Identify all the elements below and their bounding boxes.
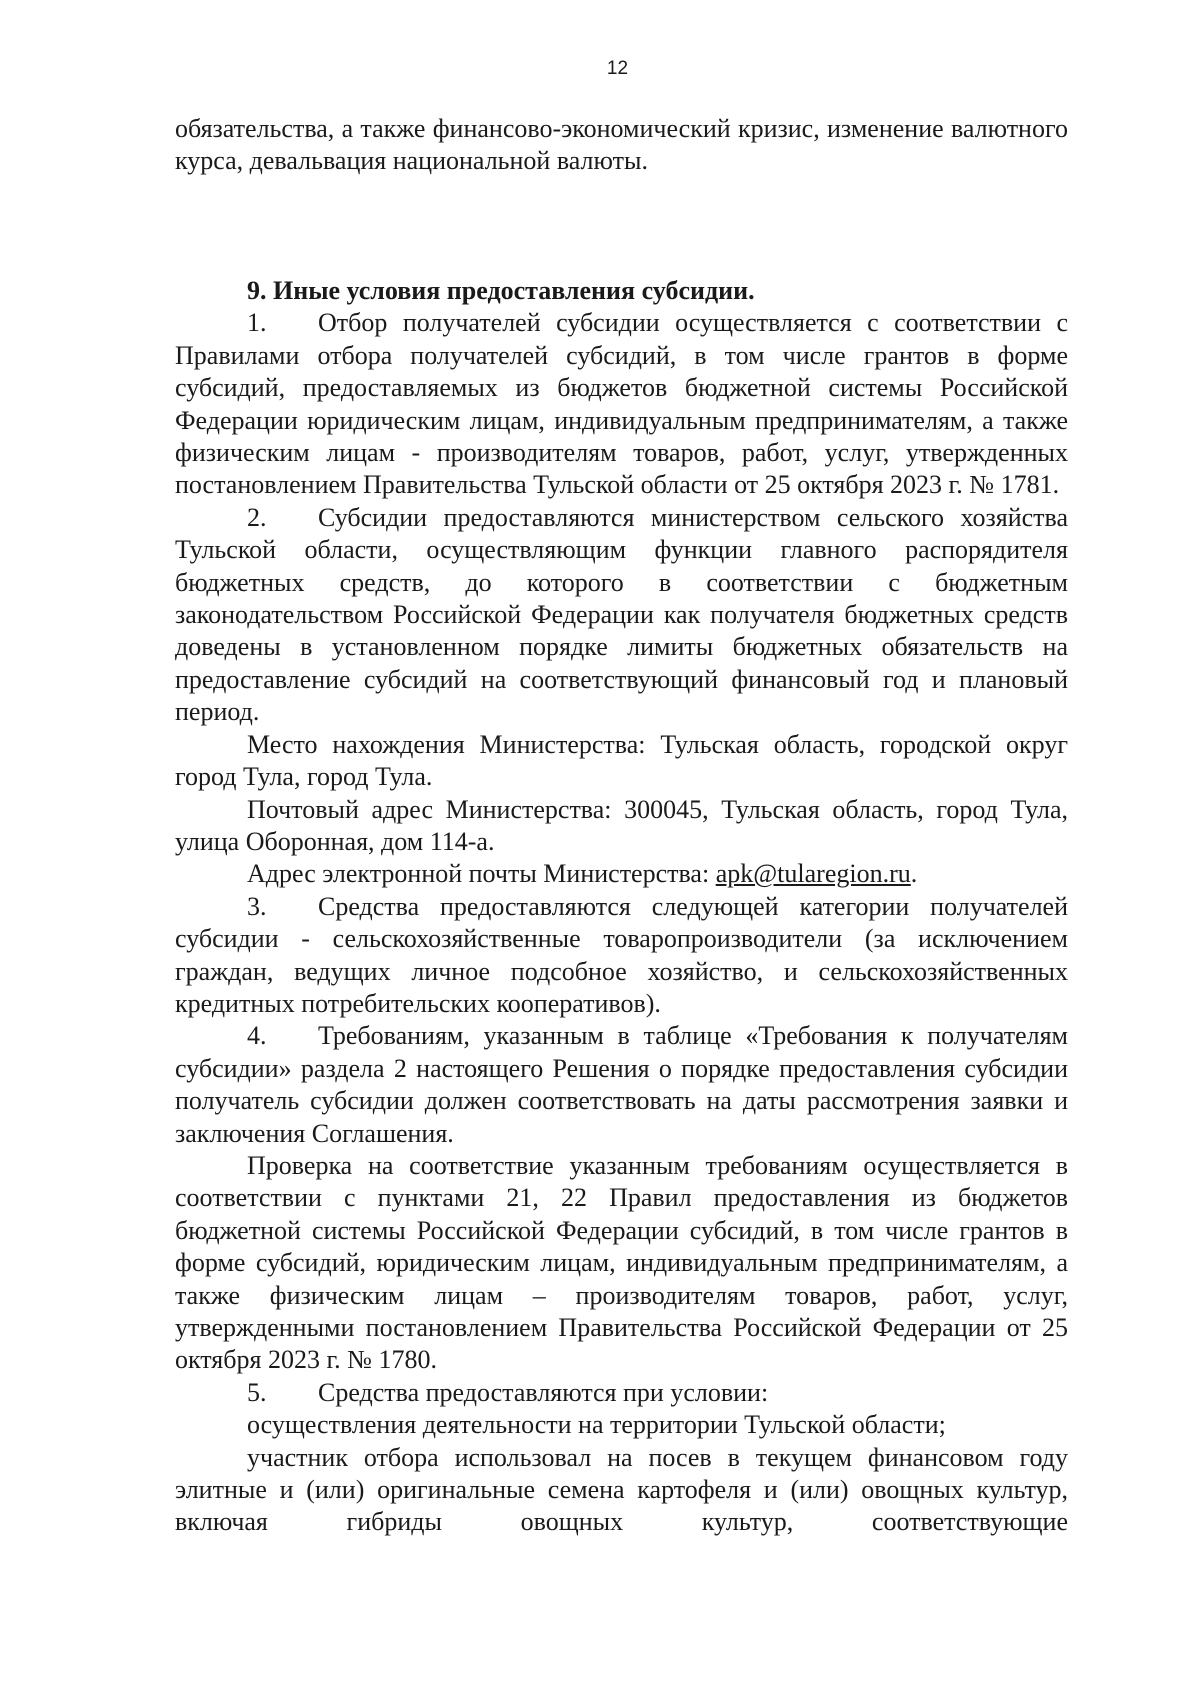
page-number: 12 [606,58,629,79]
condition-1: осуществления деятельности на территории Тульской области; [247,1410,946,1440]
list-item-2 [175,502,1068,729]
verification-paragraph: Проверка на соответствие указанным требованиям осуществляется в соответствии с пунктами 21, 22 Правил предоставления из бюджетов бюджетной системы Российской Федерации субсидий, в том числе грантов в форме субсидий, юридическим лицам, индивидуальным предпринимателям, а также физическим лицам – производителям товаров, работ, услуг, утвержденными постановлением Правительства Российской Федерации от 25 октября 2023 г. № 1780. [175,1150,1068,1375]
item-number: 4. [247,1021,267,1051]
list-item-3 [175,891,1068,1021]
item-text: Отбор получателей субсидии осуществляется с соответствии с Правилами отбора получателей субсидий, в том числе грантов в форме субсидий, предоставляемых из бюджетов бюджетной системы Российской Федерации юридическим лицам, индивидуальным предпринимателям, а также физическим лицам - производителям товаров, работ, услуг, утвержденных постановлением Правительства Тульской области от 25 октября 2023 г. № 1781. [175,308,1068,500]
ministry-email-line [175,858,1068,890]
item-number: 5. [247,1377,267,1407]
email-label: Адрес электронной почты Министерства: [247,859,716,889]
item-number: 3. [247,891,267,921]
item-text: Требованиям, указанным в таблице «Требования к получателям субсидии» раздела 2 настоящего Решения о порядке предоставления субсидии получатель субсидии должен соответствовать на даты рассмотрения заявки и заключения Соглашения. [175,1021,1068,1148]
item-text: Средства предоставляются следующей категории получателей субсидии - сельскохозяйственные товаропроизводители (за исключением граждан, ведущих личное подсобное хозяйство, и сельскохозяйственных кредитных потребительских кооперативов). [175,891,1068,1018]
section-heading: 9. Иные условия предоставления субсидии. [247,276,755,305]
ministry-postal-address: Почтовый адрес Министерства: 300045, Тульская область, город Тула, улица Оборонная, дом 114-а. [175,794,1068,856]
email-link[interactable]: apk@tularegion.ru [715,859,911,889]
section-9 [175,275,1068,1539]
list-item-5 [175,1377,1068,1409]
intro-text-block [175,113,1068,178]
item-number: 2. [247,502,267,532]
item-text: Субсидии предоставляются министерством сельского хозяйства Тульской области, осуществляющим функции главного распорядителя бюджетных средств, до которого в соответствии с бюджетным законодательством Российской Федерации как получателя бюджетных средств доведены в установленном порядке лимиты бюджетных обязательств на предоставление субсидий на соответствующий финансовый год и плановый период. [175,502,1068,727]
condition-2: участник отбора использовал на посев в текущем финансовом году элитные и (или) оригинальные семена картофеля и (или) овощных культур, включая гибриды овощных культур, соответствующие [175,1442,1068,1537]
list-item-4 [175,1020,1068,1150]
email-suffix: . [910,859,918,889]
ministry-location: Место нахождения Министерства: Тульская область, городской округ город Тула, город Тула. [175,729,1068,792]
intro-paragraph: обязательства, а также финансово-экономический кризис, изменение валютного курса, девальвация национальной валюты. [175,114,1068,176]
item-number: 1. [247,308,267,338]
list-item-1 [175,307,1068,501]
item-text: Средства предоставляются при условии: [318,1377,769,1407]
